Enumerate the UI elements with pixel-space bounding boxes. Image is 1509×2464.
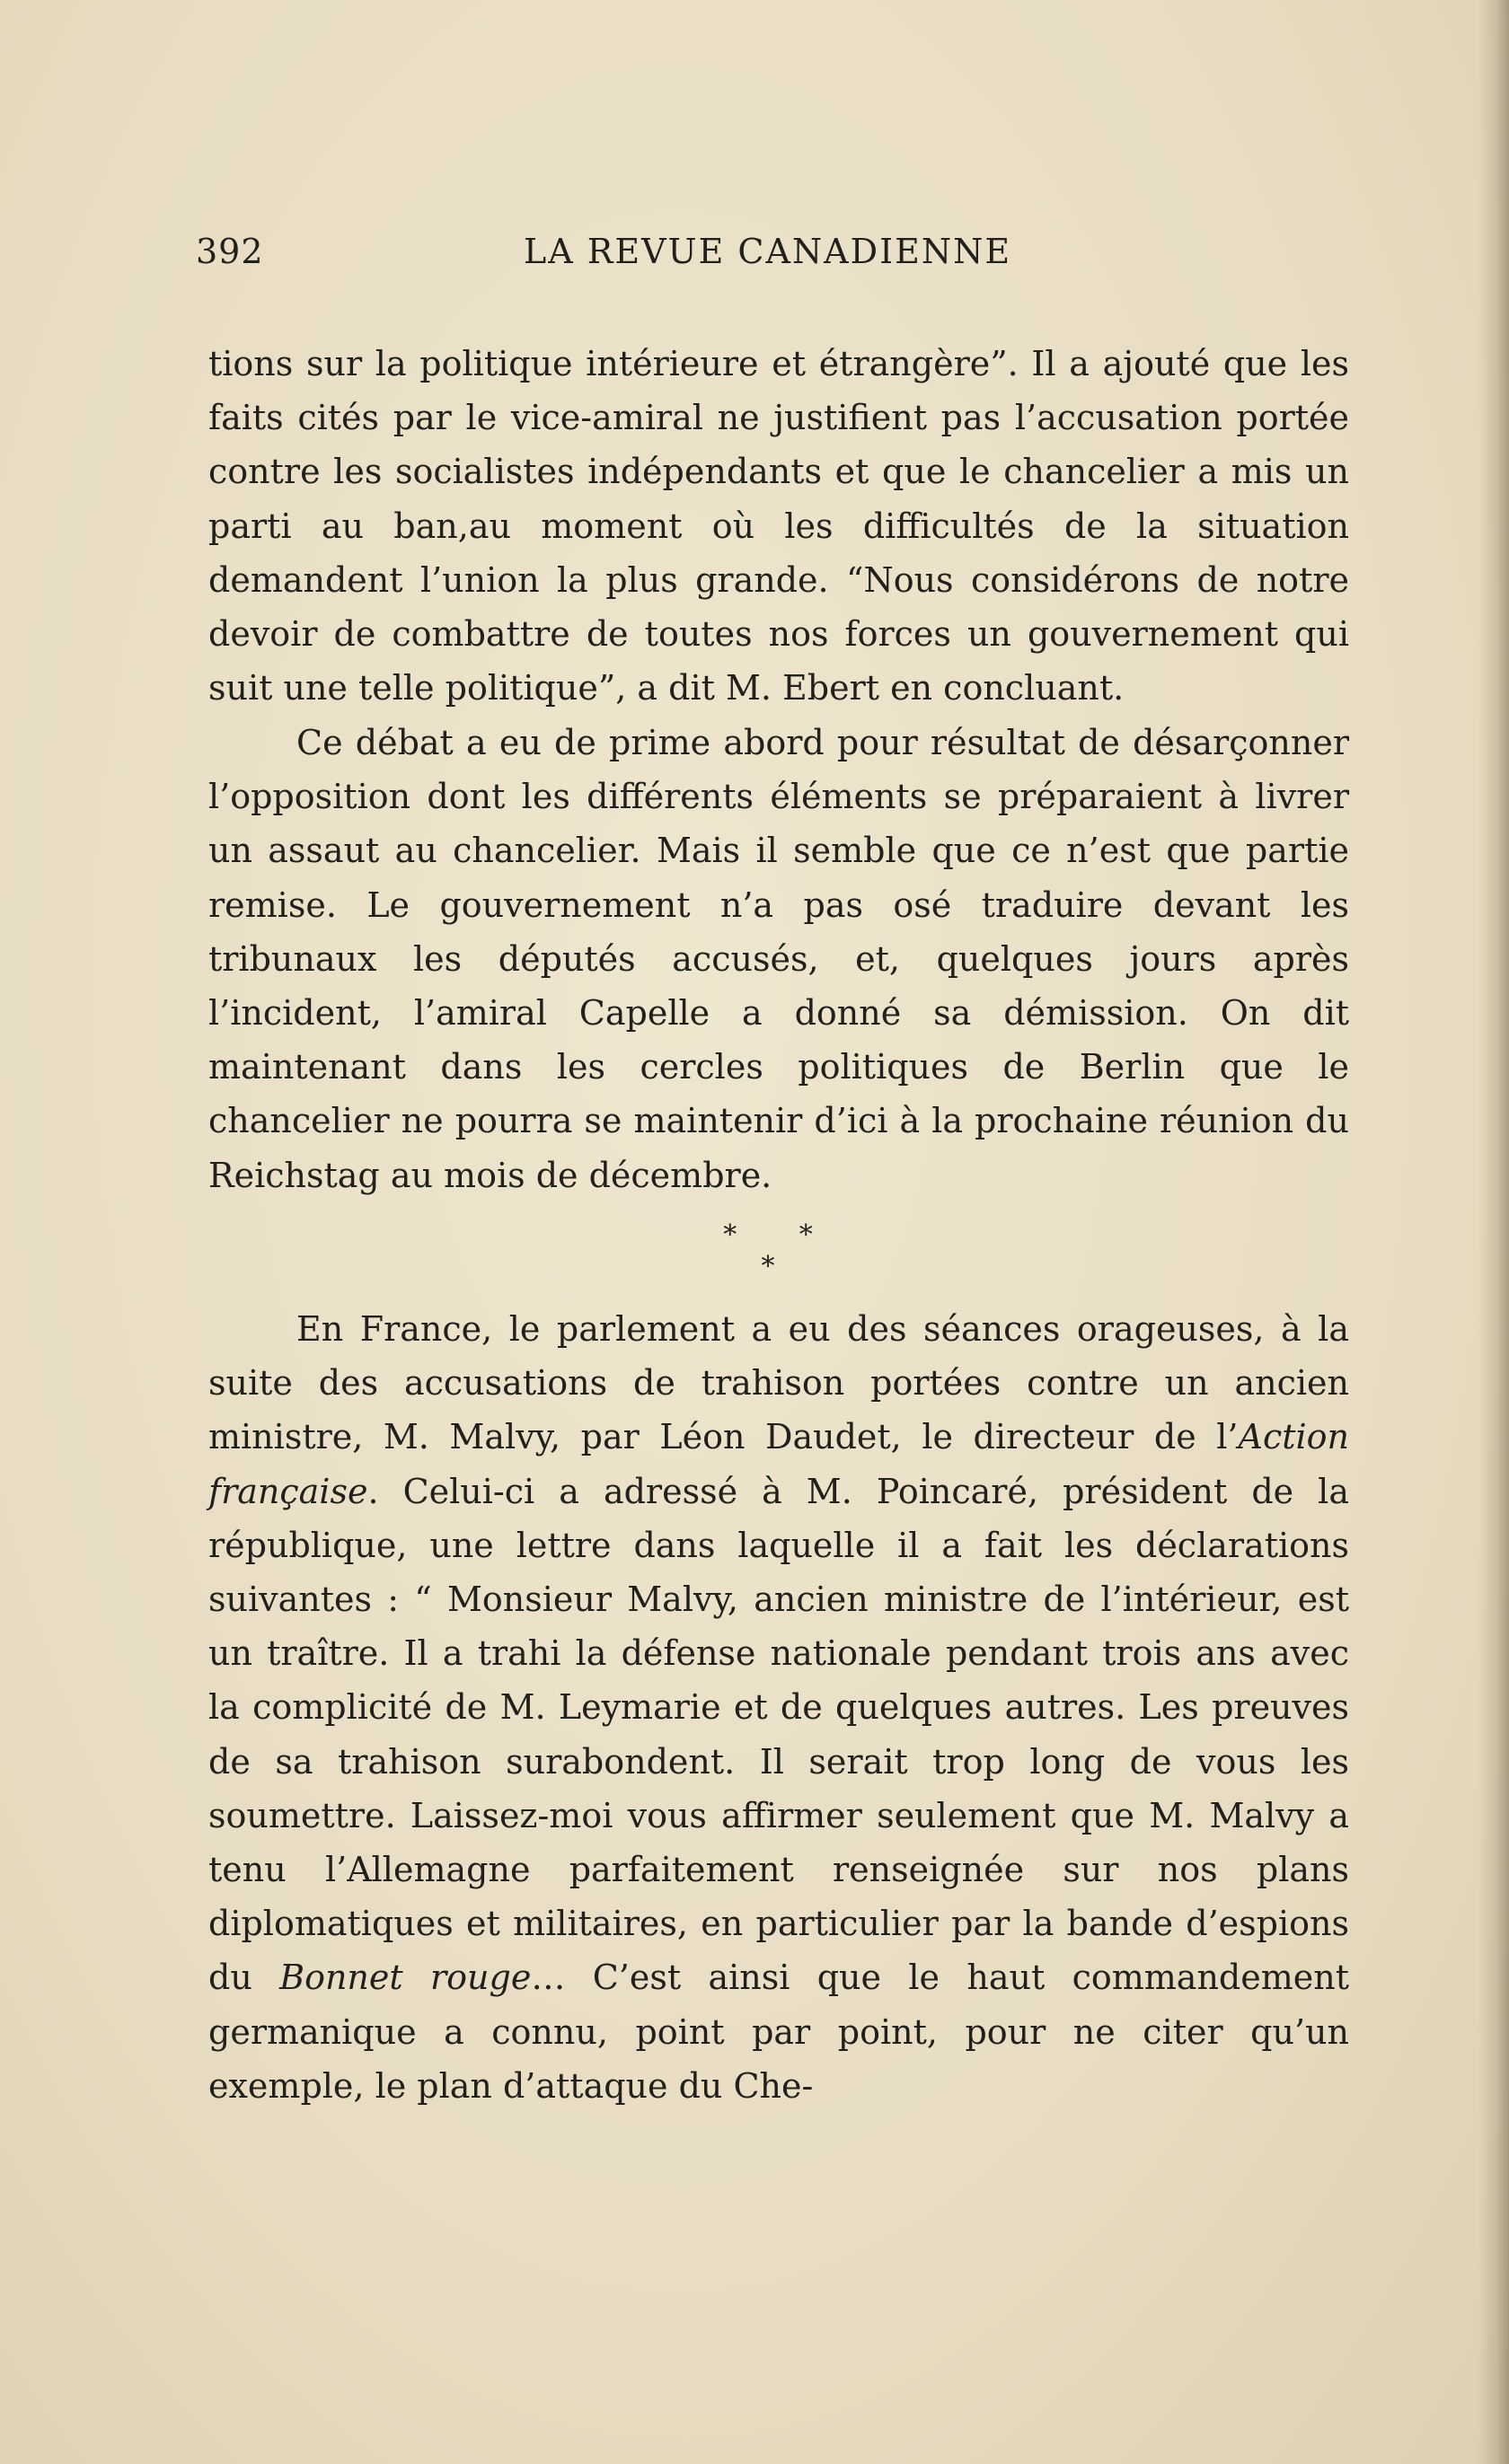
running-header <box>196 232 1363 280</box>
running-title: LA REVUE CANADIENNE <box>524 232 1012 271</box>
paragraph-france <box>208 1302 1349 2113</box>
paragraph-debate <box>208 716 1349 1202</box>
italic-title: Action française <box>208 1417 1349 1511</box>
paragraph-continuation <box>208 337 1349 715</box>
section-separator: * * * <box>723 1219 840 1282</box>
text-run: … C’est ainsi que le haut commandement germanique a connu, point par point, pour ne citer qu’un exemple, le plan d’attaque du Che- <box>208 1958 1349 2106</box>
text-run: . Celui-ci a adressé à M. Poincaré, président de la république, une lettre dans laquelle il a fait les déclarations suivantes : “ Monsieur Malvy, ancien ministre de l’intérieur, est un traître. Il a trahi la défense nationale pendant trois ans avec la complicité de M. Leymarie et de quelques autres. Les preuves de sa trahison surabondent. Il serait trop long de vous les soumettre. Laissez-moi vous affirmer seulement que M. Malvy a tenu l’Allemagne parfaitement renseignée sur nos plans diplomatiques et militaires, en particulier par la bande d’espions du <box>208 1471 1349 1998</box>
italic-title: Bonnet rouge <box>279 1958 532 1998</box>
paragraph-text: tions sur la politique intérieure et étrangère”. Il a ajouté que les faits cités par le vice-amiral ne justifient pas l’accusation portée contre les socialistes indépendants et que le chancelier a mis un parti au ban,au moment où les difficultés de la situation demandent l’union la plus grande. “Nous considérons de notre devoir de combattre de toutes nos forces un gouvernement qui suit une telle politique”, a dit M. Ebert en concluant. <box>208 344 1349 708</box>
text-run: En France, le parlement a eu des séances orageuses, à la suite des accusations de trahison portées contre un ancien ministre, M. Malvy, par Léon Daudet, le directeur de l’ <box>208 1309 1349 1457</box>
page-gutter-shadow <box>1478 0 1509 2464</box>
page-number: 392 <box>196 232 264 271</box>
paragraph-text <box>208 1302 1349 2113</box>
paragraph-text: Ce débat a eu de prime abord pour résultat de désarçonner l’opposition dont les différents éléments se préparaient à livrer un assaut au chancelier. Mais il semble que ce n’est que partie remise. Le gouvernement n’a pas osé traduire devant les tribunaux les députés accusés, et, quelques jours après l’incident, l’amiral Capelle a donné sa démission. On dit maintenant dans les cercles politiques de Berlin que le chancelier ne pourra se maintenir d’ici à la prochaine réunion du Reichstag au mois de décembre. <box>208 723 1349 1195</box>
